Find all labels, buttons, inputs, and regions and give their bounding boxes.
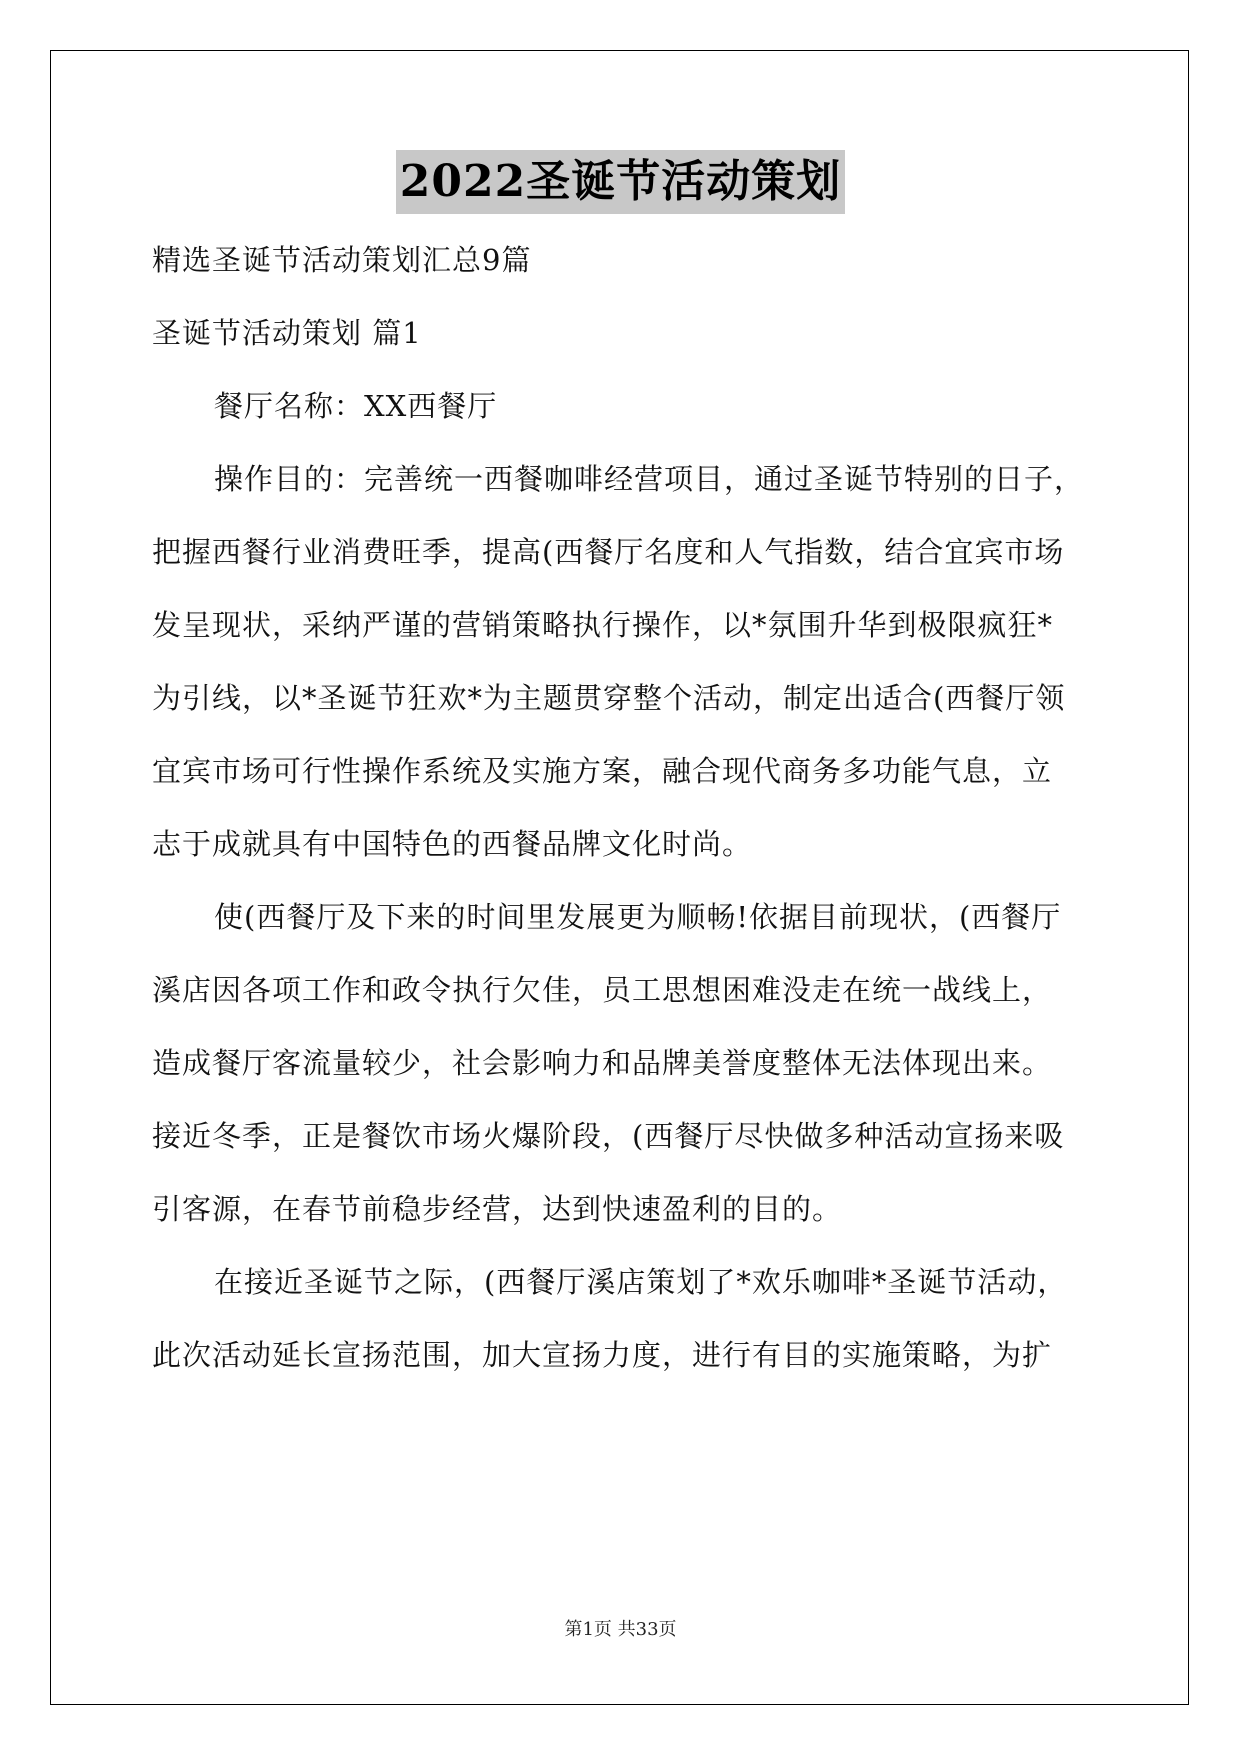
document-subtitle: 精选圣诞节活动策划汇总9篇 — [152, 243, 532, 277]
section-heading: 圣诞节活动策划 篇1 — [152, 316, 422, 350]
document-title: 2022圣诞节活动策划 — [396, 150, 845, 214]
body-line: 造成餐厅客流量较少，社会影响力和品牌美誉度整体无法体现出来。 — [152, 1046, 1053, 1080]
body-line: 接近冬季，正是餐饮市场火爆阶段，(西餐厅尽快做多种活动宣扬来吸 — [152, 1119, 1065, 1153]
body-line: 此次活动延长宣扬范围，加大宣扬力度，进行有目的实施策略，为扩 — [152, 1338, 1053, 1372]
page-border — [50, 50, 1189, 1705]
body-line: 为引线，以*圣诞节狂欢*为主题贯穿整个活动，制定出适合(西餐厅领 — [152, 681, 1066, 715]
title-container — [0, 150, 1241, 214]
body-line: 志于成就具有中国特色的西餐品牌文化时尚。 — [152, 827, 753, 861]
page-number-footer: 第1页 共33页 — [564, 1619, 677, 1640]
body-line: 引客源，在春节前稳步经营，达到快速盈利的目的。 — [152, 1192, 843, 1226]
body-line: 把握西餐行业消费旺季，提高(西餐厅名度和人气指数，结合宜宾市场 — [152, 535, 1065, 569]
body-line: 在接近圣诞节之际，(西餐厅溪店策划了*欢乐咖啡*圣诞节活动， — [214, 1265, 1068, 1299]
body-line: 发呈现状，采纳严谨的营销策略执行操作，以*氛围升华到极限疯狂* — [152, 608, 1054, 642]
body-line: 宜宾市场可行性操作系统及实施方案，融合现代商务多功能气息，立 — [152, 754, 1053, 788]
body-line: 操作目的：完善统一西餐咖啡经营项目，通过圣诞节特别的日子， — [214, 462, 1085, 496]
body-line: 餐厅名称：XX西餐厅 — [214, 389, 498, 423]
body-line: 使(西餐厅及下来的时间里发展更为顺畅!依据目前现状，(西餐厅 — [214, 900, 1062, 934]
body-line: 溪店因各项工作和政令执行欠佳，员工思想困难没走在统一战线上， — [152, 973, 1053, 1007]
